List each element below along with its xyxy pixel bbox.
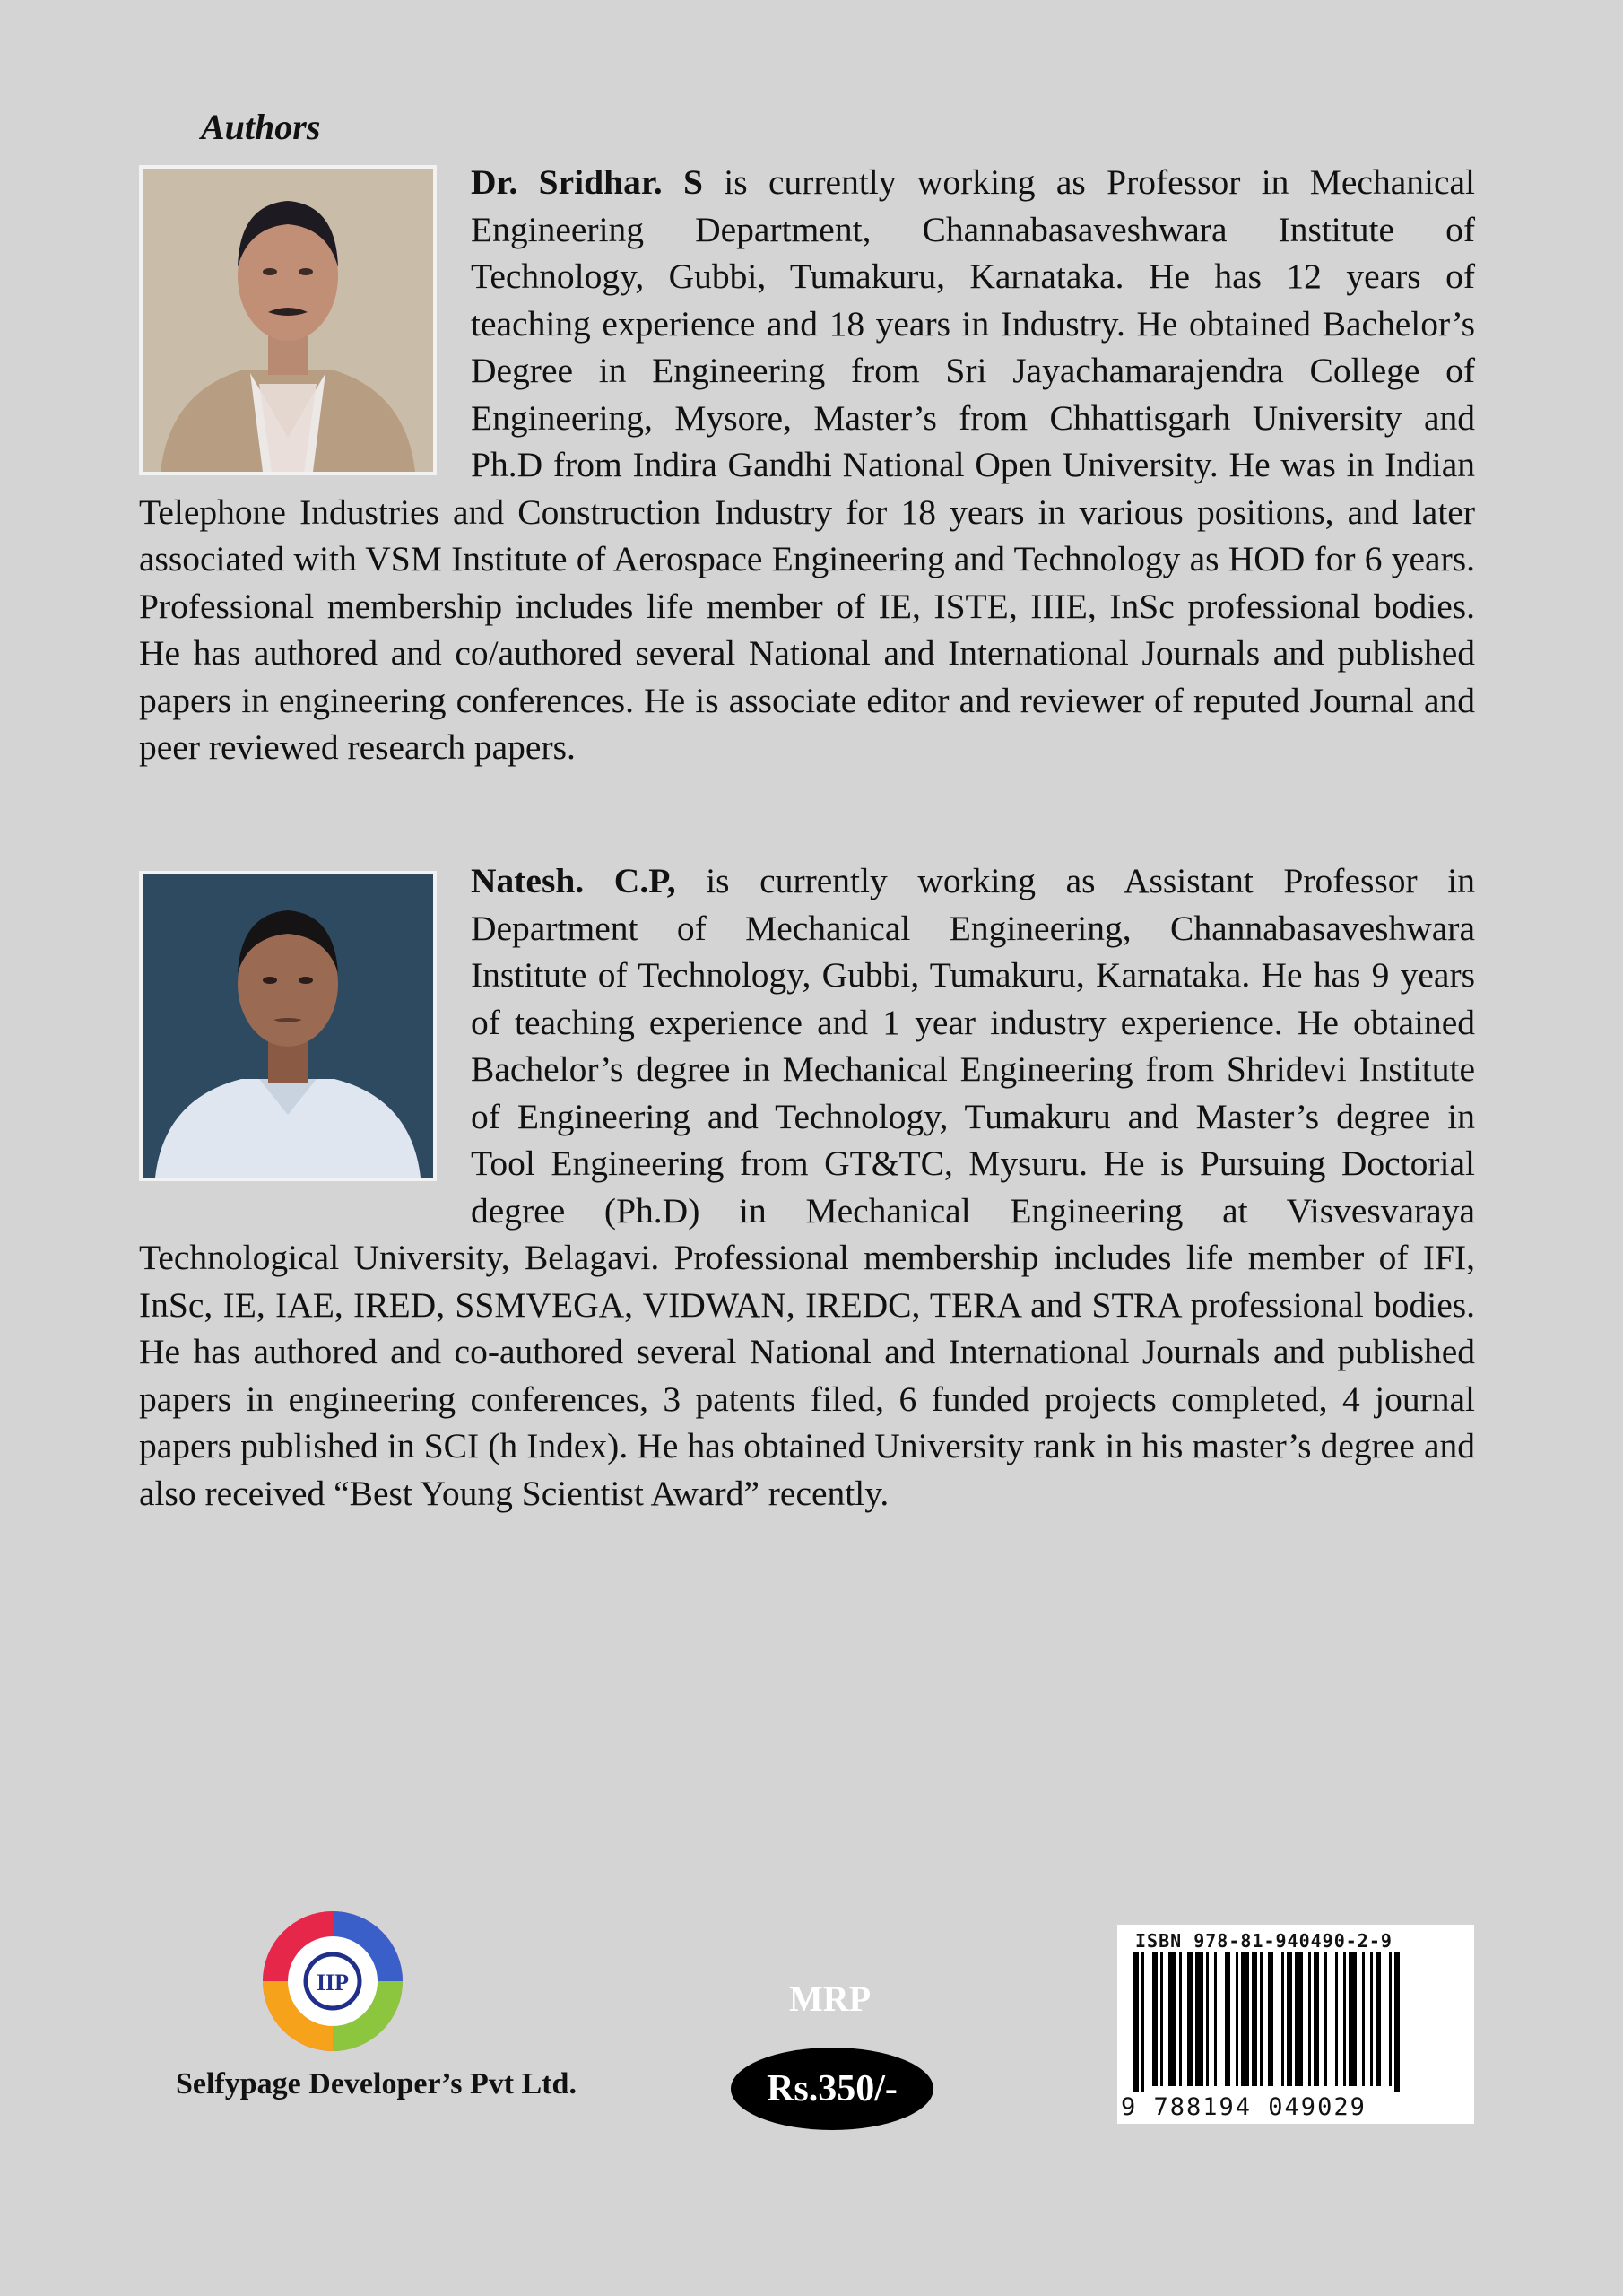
author-photo-2 xyxy=(139,871,437,1181)
author-photo-1 xyxy=(139,165,437,475)
publisher-name: Selfypage Developer’s Pvt Ltd. xyxy=(176,2067,577,2100)
publisher-logo-initials: IIP xyxy=(316,1970,350,1996)
mrp-label: MRP xyxy=(789,1979,872,2019)
isbn-text: ISBN 978-81-940490-2-9 xyxy=(1135,1930,1393,1952)
barcode-digits: 9 788194 049029 xyxy=(1121,2093,1367,2121)
author-bio-text-2: is currently working as Assistant Professor in Department of Mechanical Engineering, Channabasaveshwara Institute of Technology, Gubbi, Tumakuru, Karnataka. He has 9 years of teaching experience and 1 year industry experience. He obtained Bachelor’s degree in Mechanical Engineering from Shridevi Institute of Engineering and Technology, Tumakuru and Master’s degree in Tool Engineering from GT&TC, Mysuru. He is Pursuing Doctorial degree (Ph.D) in Mechanical Engineering at Visvesvaraya Technological University, Belagavi. Professional membership includes life member of IFI, InSc, IE, IAE, IRED, SSMVEGA, VIDWAN, IREDC, TERA and STRA professional bodies. He has authored and co-authored several National and International Journals and published papers in engineering conferences, 3 patents filed, 6 funded projects completed, 4 journal papers published in SCI (h Index). He has obtained University rank in his master’s degree and also received “Best Young Scientist Award” recently. xyxy=(139,861,1475,1513)
section-heading: Authors xyxy=(201,107,321,147)
author-bio-2 xyxy=(139,857,1475,1517)
publisher-logo xyxy=(253,1901,412,2061)
author-name-2: Natesh. C.P, xyxy=(471,861,676,900)
price-badge: Rs.350/- xyxy=(731,2048,933,2130)
author-bio-1 xyxy=(139,159,1475,771)
isbn-barcode xyxy=(1117,1925,1474,2124)
author-name-1: Dr. Sridhar. S xyxy=(471,162,703,202)
author-bio-text-1: is currently working as Professor in Mechanical Engineering Department, Channabasaveshwara Institute of Technology, Gubbi, Tumakuru, Karnataka. He has 12 years of teaching experience and 18 years in Industry. He obtained Bachelor’s Degree in Engineering from Sri Jayachamarajendra College of Engineering, Mysore, Master’s from Chhattisgarh University and Ph.D from Indira Gandhi National Open University. He was in Indian Telephone Industries and Construction Industry for 18 years in various positions, and later associated with VSM Institute of Aerospace Engineering and Technology as HOD for 6 years. Professional membership includes life member of IE, ISTE, IIIE, InSc professional bodies. He has authored and co/authored several National and International Journals and published papers in engineering conferences. He is associate editor and reviewer of reputed Journal and peer reviewed research papers. xyxy=(139,162,1475,767)
barcode-bars xyxy=(1133,1952,1458,2092)
